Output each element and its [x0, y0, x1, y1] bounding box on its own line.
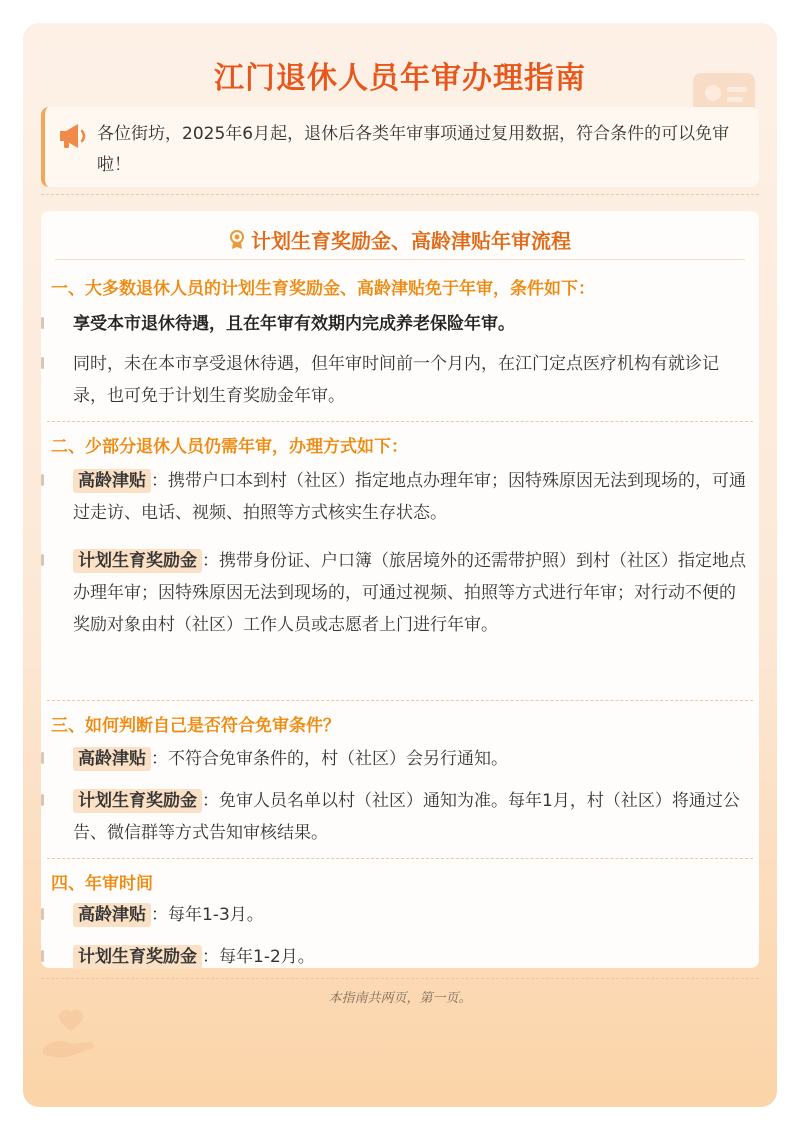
- item-tag: 高龄津贴: [73, 903, 151, 927]
- page-title: 江门退休人员年审办理指南: [214, 61, 586, 96]
- card-title: [41, 225, 759, 254]
- bullet-marker: [41, 794, 44, 806]
- list-item: [73, 899, 747, 931]
- divider: [41, 978, 759, 979]
- list-item: [73, 743, 747, 775]
- item-tag: 计划生育奖励金: [73, 945, 202, 969]
- divider: [41, 194, 759, 195]
- megaphone-icon: [57, 121, 89, 151]
- guide-page: [23, 23, 777, 1107]
- item-text: 同时，未在本市享受退休待遇，但年审时间前一个月内，在江门定点医疗机构有就诊记录，也可免于计划生育奖励金年审。: [73, 354, 719, 406]
- bullet-marker: [41, 554, 44, 566]
- hand-heart-watermark-icon: [37, 998, 107, 1068]
- notice-box: [41, 107, 759, 187]
- item-tag: 高龄津贴: [73, 747, 151, 771]
- section-heading-3: 三、如何判断自己是否符合免审条件？: [51, 716, 340, 736]
- item-text: ：不符合免审条件的，村（社区）会另行通知。: [151, 749, 508, 769]
- bullet-marker: [41, 474, 44, 486]
- section-heading-1: 一、大多数退休人员的计划生育奖励金、高龄津贴免于年审，条件如下：: [51, 279, 595, 299]
- section-heading-4: 四、年审时间: [51, 874, 153, 894]
- item-tag: 高龄津贴: [73, 469, 151, 493]
- bullet-marker: [41, 950, 44, 962]
- list-item: [73, 785, 747, 849]
- notice-text: 各位街坊，2025年6月起，退休后各类年审事项通过复用数据，符合条件的可以免审啦！: [97, 124, 730, 175]
- item-text: 享受本市退休待遇，且在年审有效期内完成养老保险年审。: [73, 314, 515, 334]
- page-footer: 本指南共两页，第一页。: [328, 991, 472, 1006]
- item-text: ：每年1-3月。: [151, 905, 264, 925]
- list-item: [73, 308, 747, 340]
- item-text: ：携带身份证、户口簿（旅居境外的还需带护照）到村（社区）指定地点办理年审；因特殊原因无法到现场的，可通过视频、拍照等方式进行年审；对行动不便的奖励对象由村（社区）工作人员或志愿者上门进行年审。: [73, 551, 746, 635]
- item-text: ：携带户口本到村（社区）指定地点办理年审；因特殊原因无法到现场的，可通过走访、电话、视频、拍照等方式核实生存状态。: [73, 471, 746, 523]
- list-item: [73, 545, 747, 641]
- divider: [47, 700, 753, 701]
- item-text: ：免审人员名单以村（社区）通知为准。每年1月，村（社区）将通过公告、微信群等方式告知审核结果。: [73, 791, 740, 843]
- divider: [55, 259, 745, 260]
- divider: [47, 421, 753, 422]
- item-text: ：每年1-2月。: [202, 947, 315, 967]
- item-tag: 计划生育奖励金: [73, 549, 202, 573]
- card-title-text: 计划生育奖励金、高龄津贴年审流程: [251, 229, 571, 253]
- bullet-marker: [41, 317, 44, 329]
- process-card: [41, 211, 759, 968]
- list-item: [73, 465, 747, 529]
- item-tag: 计划生育奖励金: [73, 789, 202, 813]
- bullet-marker: [41, 357, 44, 369]
- list-item: [73, 348, 747, 412]
- medal-icon: [229, 230, 245, 250]
- bullet-marker: [41, 908, 44, 920]
- list-item: [73, 941, 747, 973]
- bullet-marker: [41, 752, 44, 764]
- divider: [47, 858, 753, 859]
- section-heading-2: 二、少部分退休人员仍需年审，办理方式如下：: [51, 437, 408, 457]
